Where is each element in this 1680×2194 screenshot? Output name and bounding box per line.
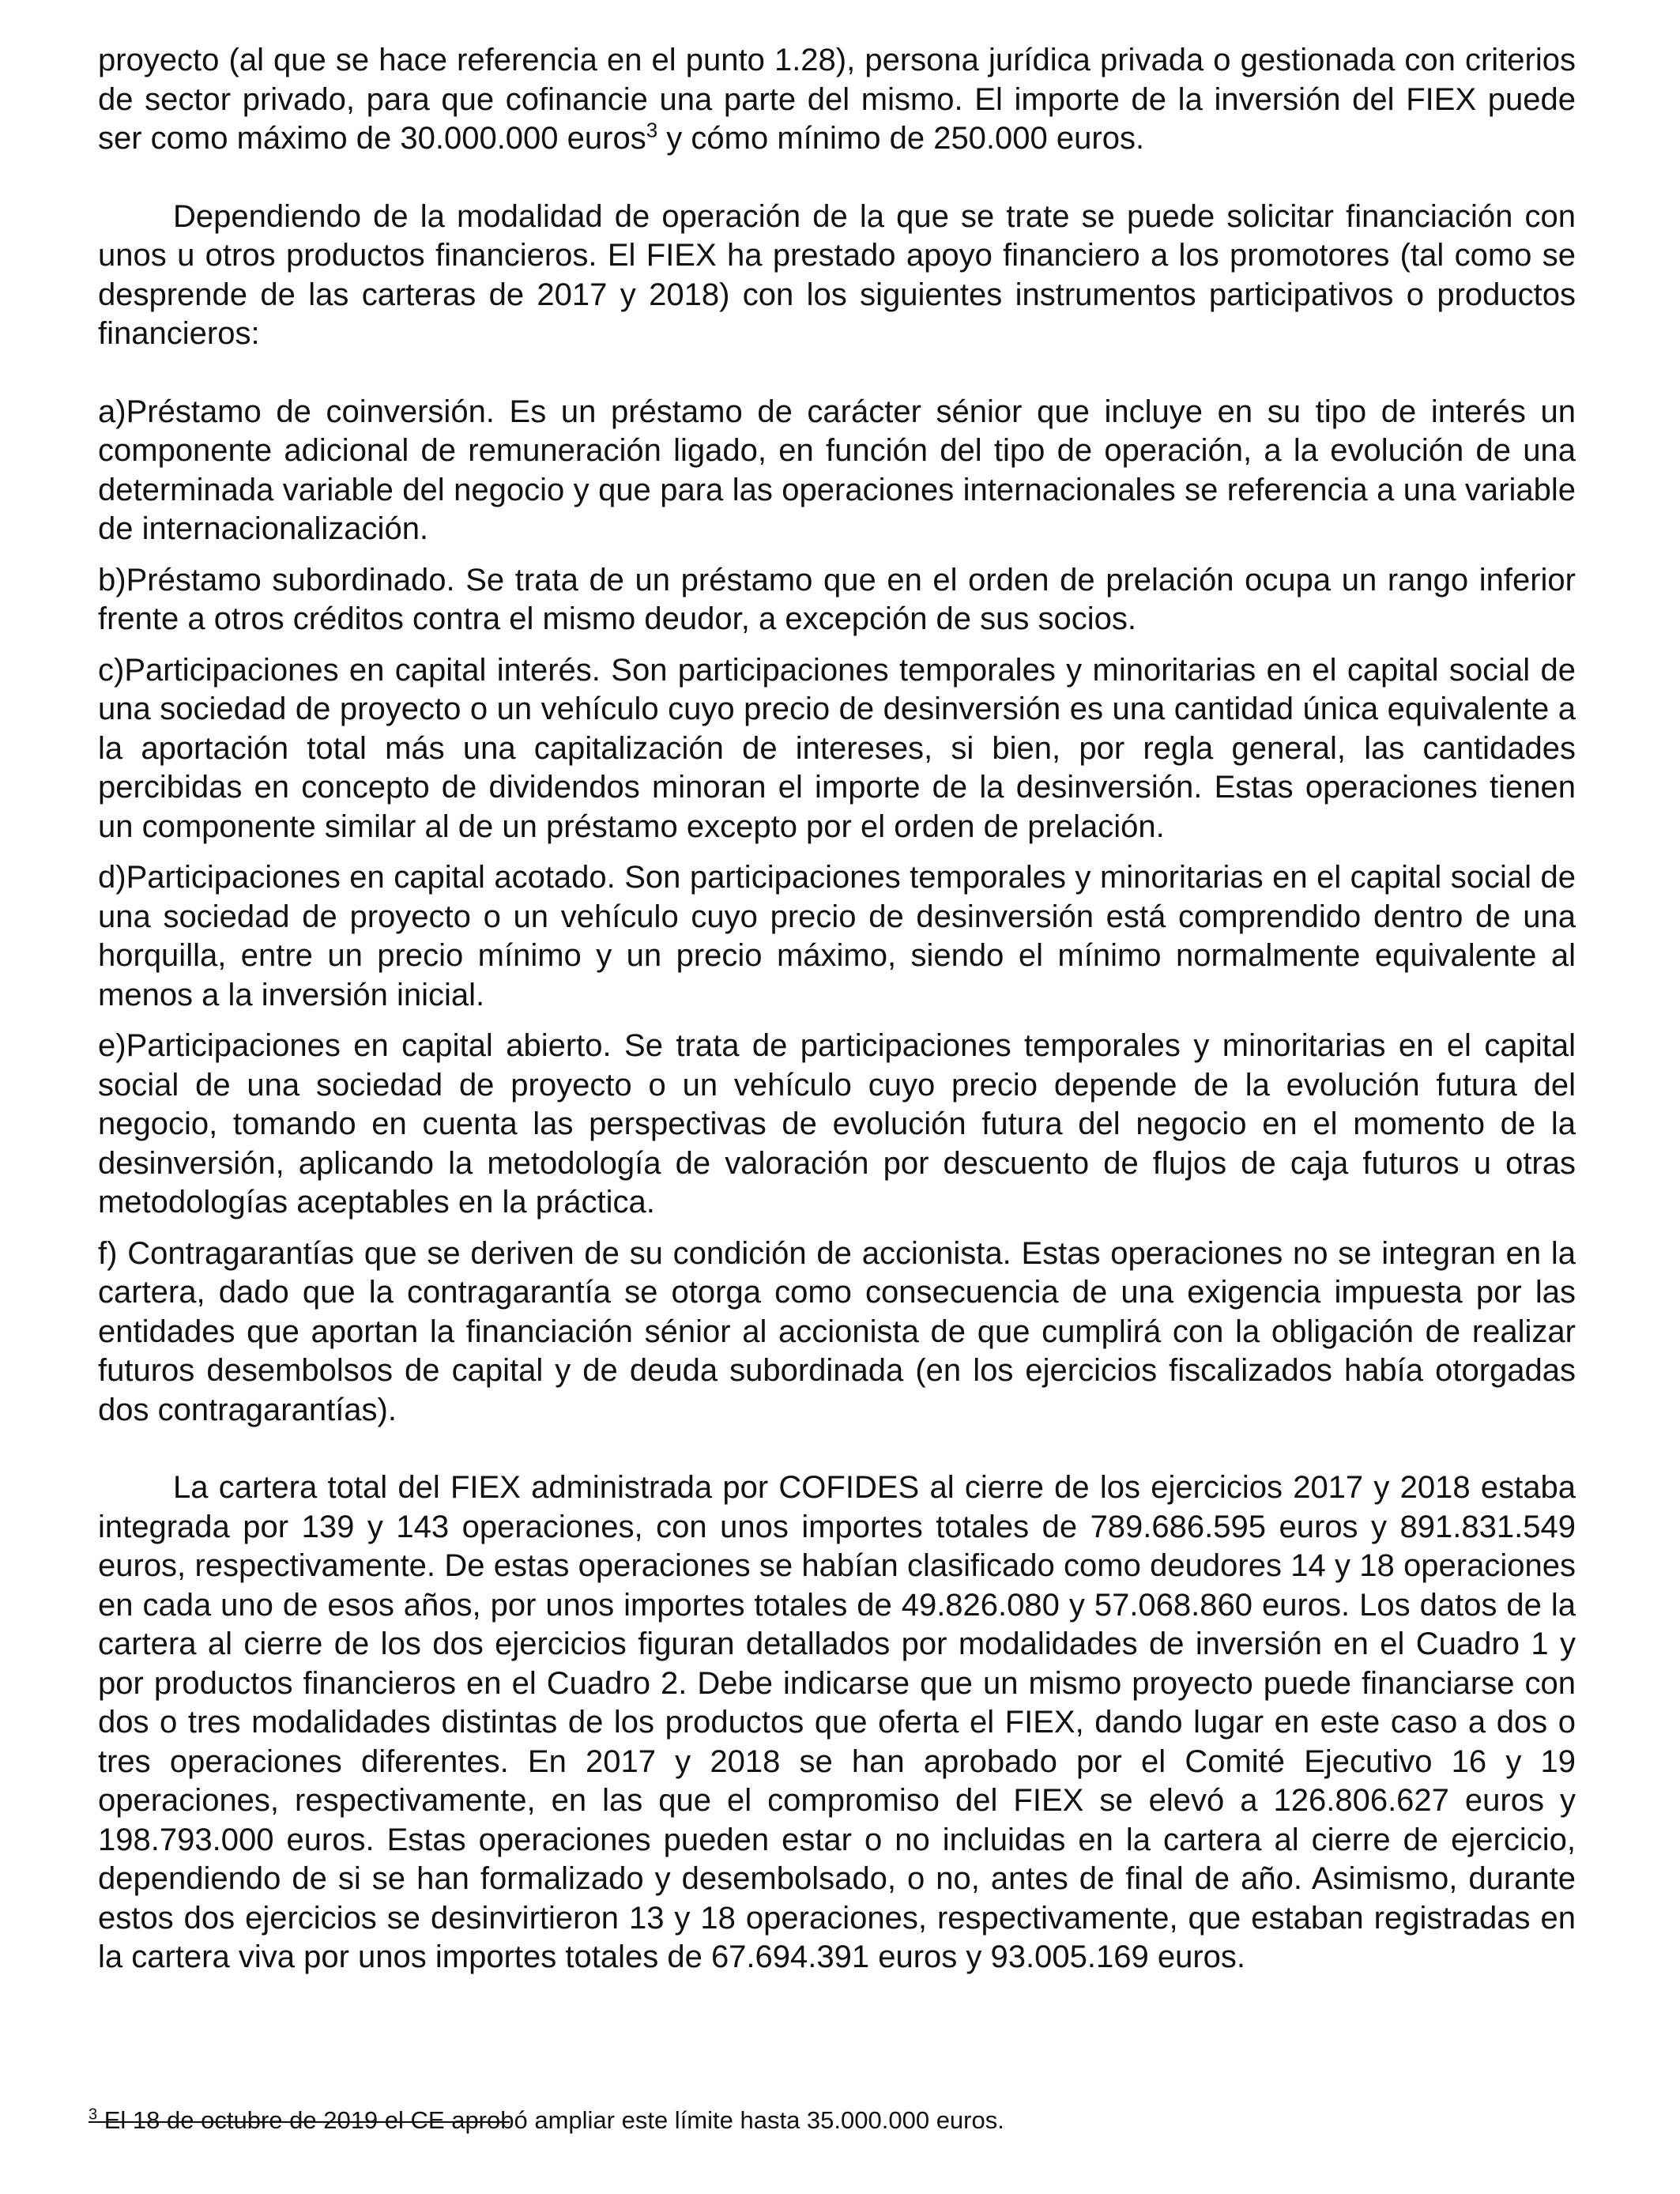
list-marker: c) xyxy=(98,652,125,688)
list-item-c xyxy=(98,651,1576,847)
document-body xyxy=(98,41,1576,1977)
footnote xyxy=(89,2105,1004,2136)
list-marker: d) xyxy=(98,860,126,895)
list-item-d xyxy=(98,858,1576,1015)
footnote-text: El 18 de octubre de 2019 el CE aprobó ampliar este límite hasta 35.000.000 euros. xyxy=(97,2106,1004,2134)
paragraph-financial-products: Dependiendo de la modalidad de operación de la que se trate se puede solicitar financiación con unos u otros productos financieros. El FIEX ha prestado apoyo financiero a los promotores (tal como se desprende de las carteras de 2017 y 2018) con los siguientes instrumentos participativos o productos financieros: xyxy=(98,198,1576,351)
intro-text: proyecto (al que se hace referencia en el punto 1.28), persona jurídica privada o gestionada con criterios de sector privado, para que cofinancie una parte del mismo. El importe de la inversión del FIEX puede ser como máximo de 30.000.000 euros xyxy=(98,43,1576,156)
intro-text-after: y cómo mínimo de 250.000 euros. xyxy=(657,121,1145,156)
list-item-f xyxy=(98,1235,1576,1431)
list-item-text: Préstamo subordinado. Se trata de un préstamo que en el orden de prelación ocupa un rango inferior frente a otros créditos contra el mismo deudor, a excepción de sus socios. xyxy=(98,562,1576,636)
list-item-b xyxy=(98,561,1576,639)
footnote-reference: 3 xyxy=(646,118,658,142)
list-item-e xyxy=(98,1027,1576,1223)
paragraph-portfolio: La cartera total del FIEX administrada por COFIDES al cierre de los ejercicios 2017 y 2018 estaba integrada por 139 y 143 operaciones, con unos importes totales de 789.686.595 euros y 891.831.549 euros, respectivamente. De estas operaciones se habían clasificado como deudores 14 y 18 operaciones en cada uno de esos años, por unos importes totales de 49.826.080 y 57.068.860 euros. Los datos de la cartera al cierre de los dos ejercicios figuran detallados por modalidades de inversión en el Cuadro 1 y por productos financieros en el Cuadro 2. Debe indicarse que un mismo proyecto puede financiarse con dos o tres modalidades distintas de los productos que oferta el FIEX, dando lugar en este caso a dos o tres operaciones diferentes. En 2017 y 2018 se han aprobado por el Comité Ejecutivo 16 y 19 operaciones, respectivamente, en las que el compromiso del FIEX se elevó a 126.806.627 euros y 198.793.000 euros. Estas operaciones pueden estar o no incluidas en la cartera al cierre de ejercicio, dependiendo de si se han formalizado y desembolsado, o no, antes de final de año. Asimismo, durante estos dos ejercicios se desinvirtieron 13 y 18 operaciones, respectivamente, que estaban registradas en la cartera viva por unos importes totales de 67.694.391 euros y 93.005.169 euros. xyxy=(98,1470,1576,1974)
list-marker: f) xyxy=(98,1235,128,1271)
list-item-text: Participaciones en capital abierto. Se trata de participaciones temporales y minoritarias en el capital social de una sociedad de proyecto o un vehículo cuyo precio depende de la evolución futura del negocio, tomando en cuenta las perspectivas de evolución futura del negocio en el momento de la desinversión, aplicando la metodología de valoración por descuento de flujos de caja futuros u otras metodologías aceptables en la práctica. xyxy=(98,1028,1576,1220)
list-item-text: Contragarantías que se deriven de su condición de accionista. Estas operaciones no se integran en la cartera, dado que la contragarantía se otorga como consecuencia de una exigencia impuesta por las entidades que aportan la financiación sénior al accionista de que cumplirá con la obligación de realizar futuros desembolsos de capital y de deuda subordinada (en los ejercicios fiscalizados había otorgadas dos contragarantías). xyxy=(98,1235,1576,1427)
list-item-text: Participaciones en capital interés. Son participaciones temporales y minoritarias en el capital social de una sociedad de proyecto o un vehículo cuyo precio de desinversión es una cantidad única equivalente a la aportación total más una capitalización de intereses, si bien, por regla general, las cantidades percibidas en concepto de dividendos minoran el importe de la desinversión. Estas operaciones tienen un componente similar al de un préstamo excepto por el orden de prelación. xyxy=(98,652,1576,844)
list-marker: e) xyxy=(98,1028,126,1063)
list-item-text: Participaciones en capital acotado. Son participaciones temporales y minoritarias en el capital social de una sociedad de proyecto o un vehículo cuyo precio de desinversión está comprendido dentro de una horquilla, entre un precio mínimo y un precio máximo, siendo el mínimo normalmente equivalente al menos a la inversión inicial. xyxy=(98,860,1576,1012)
intro-paragraph xyxy=(98,41,1576,159)
footnote-number: 3 xyxy=(89,2105,98,2124)
list-item-a xyxy=(98,393,1576,549)
list-marker: a) xyxy=(98,394,126,429)
list-marker: b) xyxy=(98,562,126,598)
list-item-text: Préstamo de coinversión. Es un préstamo de carácter sénior que incluye en su tipo de interés un componente adicional de remuneración ligado, en función del tipo de operación, a la evolución de una determinada variable del negocio y que para las operaciones internacionales se referencia a una variable de internacionalización. xyxy=(98,394,1576,546)
